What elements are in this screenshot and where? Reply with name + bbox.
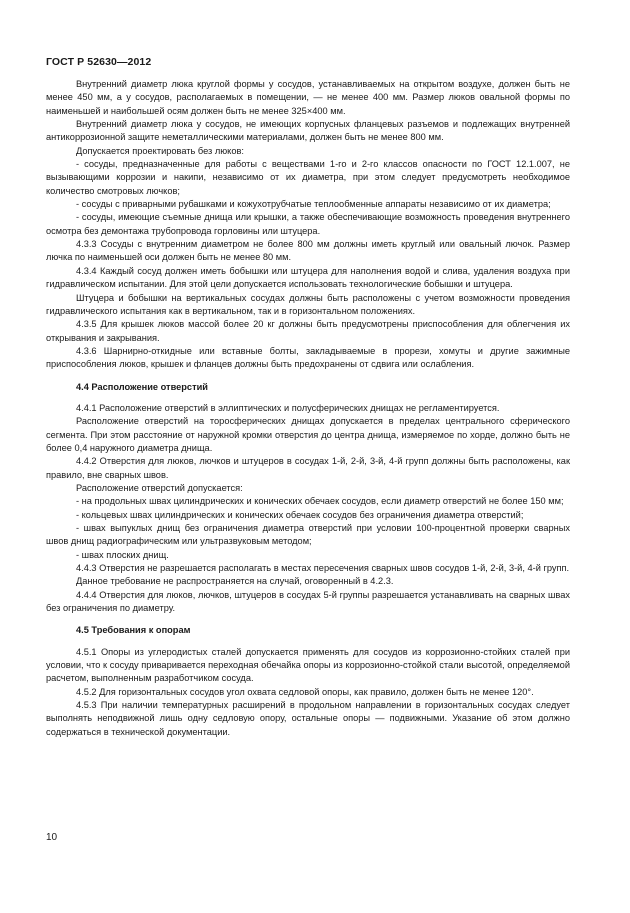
paragraph: Штуцера и бобышки на вертикальных сосудах должны быть расположены с учетом возможности проведения гидравлического испытания как в вертикальном, так и в горизонтальном положениях. — [46, 292, 570, 316]
paragraph: Расположение отверстий допускается: — [76, 482, 243, 493]
list-item: - кольцевых швах цилиндрических и конических обечаек сосудов без ограничения диаметра отверстий; — [76, 509, 524, 520]
page-number: 10 — [46, 832, 58, 843]
list-item: - швах выпуклых днищ без ограничения диаметра отверстий при условии 100-процентной проверки сварных швов днищ радиографическим или ультразвуковым методом; — [46, 523, 570, 547]
paragraph: 4.4.2 Отверстия для люков, лючков и штуцеров в сосудах 1-й, 2-й, 3-й, 4-й групп должны быть расположены, как правило, вне сварных швов. — [46, 456, 570, 480]
list-item: - сосуды, имеющие съемные днища или крышки, а также обеспечивающие возможность проведения внутреннего осмотра без демонтажа трубопровода горловины или штуцера. — [46, 212, 570, 236]
paragraph: 4.4.3 Отверстия не разрешается располагать в местах пересечения сварных швов сосудов 1-й, 2-й, 3-й, 4-й групп. — [76, 563, 570, 574]
list-item: - сосуды, предназначенные для работы с веществами 1-го и 2-го классов опасности по ГОСТ 12.1.007, не вызывающими коррозии и накипи, независимо от их диаметра, при этом следует предусмотреть необходимое количество смотровых лючков; — [46, 159, 570, 196]
list-item: - на продольных швах цилиндрических и конических обечаек сосудов, если диаметр отверстий не более 150 мм; — [76, 496, 564, 507]
paragraph: Данное требование не распространяется на случай, оговоренный в 4.2.3. — [76, 576, 394, 587]
paragraph: 4.3.5 Для крышек люков массой более 20 кг должны быть предусмотрены приспособления для облегчения их открывания и закрывания. — [46, 319, 570, 343]
paragraph: Внутренний диаметр люка круглой формы у сосудов, устанавливаемых на открытом воздухе, должен быть не менее 450 мм, а у сосудов, располагаемых в помещении, — не менее 400 мм. Размер люков овальной формы по наименьшей и наибольшей осям должен быть не менее 325×400 мм. — [46, 79, 570, 116]
paragraph: 4.4.1 Расположение отверстий в эллиптических и полусферических днищах не регламентируется. — [76, 402, 500, 413]
document-body — [46, 78, 570, 739]
paragraph: Расположение отверстий на торосферических днищах допускается в пределах центрального сферического сегмента. При этом расстояние от наружной кромки отверстия до центра днища, измеряемое по хорде, должно быть не более 0,4 наружного диаметра днища. — [46, 416, 570, 453]
paragraph: Допускается проектировать без люков: — [76, 145, 244, 156]
section-heading: 4.5 Требования к опорам — [76, 625, 191, 636]
list-item: - швах плоских днищ. — [76, 549, 169, 560]
paragraph: 4.5.1 Опоры из углеродистых сталей допускается применять для сосудов из коррозионно-стойких сталей при условии, что к сосуду приваривается переходная обечайка опоры из коррозионно-стойкой стали высотой, определяемой расчетом, выполненным разработчиком сосуда. — [46, 646, 570, 684]
paragraph: 4.3.6 Шарнирно-откидные или вставные болты, закладываемые в прорези, хомуты и другие зажимные приспособления люков, крышек и фланцев должны быть предохранены от сдвига или ослабления. — [46, 345, 570, 370]
paragraph: 4.5.2 Для горизонтальных сосудов угол охвата седловой опоры, как правило, должен быть не менее 120°. — [76, 686, 534, 697]
document-code-header: ГОСТ Р 52630—2012 — [46, 56, 152, 68]
paragraph: 4.3.3 Сосуды с внутренним диаметром не более 800 мм должны иметь круглый или овальный лючок. Размер лючка по наименьшей оси должен быть не менее 80 мм. — [46, 239, 570, 263]
list-item: - сосуды с приварными рубашками и кожухотрубчатые теплообменные аппараты независимо от их диаметра; — [76, 199, 551, 210]
paragraph: Внутренний диаметр люка у сосудов, не имеющих корпусных фланцевых разъемов и подлежащих внутренней антикоррозионной защите неметаллическими материалами, должен быть не менее 800 мм. — [46, 119, 570, 143]
paragraph: 4.4.4 Отверстия для люков, лючков, штуцеров в сосудах 5-й группы разрешается устанавливать на сварных швах без ограничения по диаметру. — [46, 589, 570, 614]
section-heading: 4.4 Расположение отверстий — [76, 381, 208, 392]
paragraph: 4.3.4 Каждый сосуд должен иметь бобышки или штуцера для наполнения водой и слива, удаления воздуха при гидравлическом испытании. Для этой цели допускается использовать технологические бобышки и штуцера. — [46, 265, 570, 290]
document-page — [46, 0, 570, 913]
paragraph: 4.5.3 При наличии температурных расширений в продольном направлении в горизонтальных сосудах следует выполнять неподвижной лишь одну седловую опору, остальные опоры — подвижными. Указание об этом должно содержаться в технической документации. — [46, 700, 570, 737]
